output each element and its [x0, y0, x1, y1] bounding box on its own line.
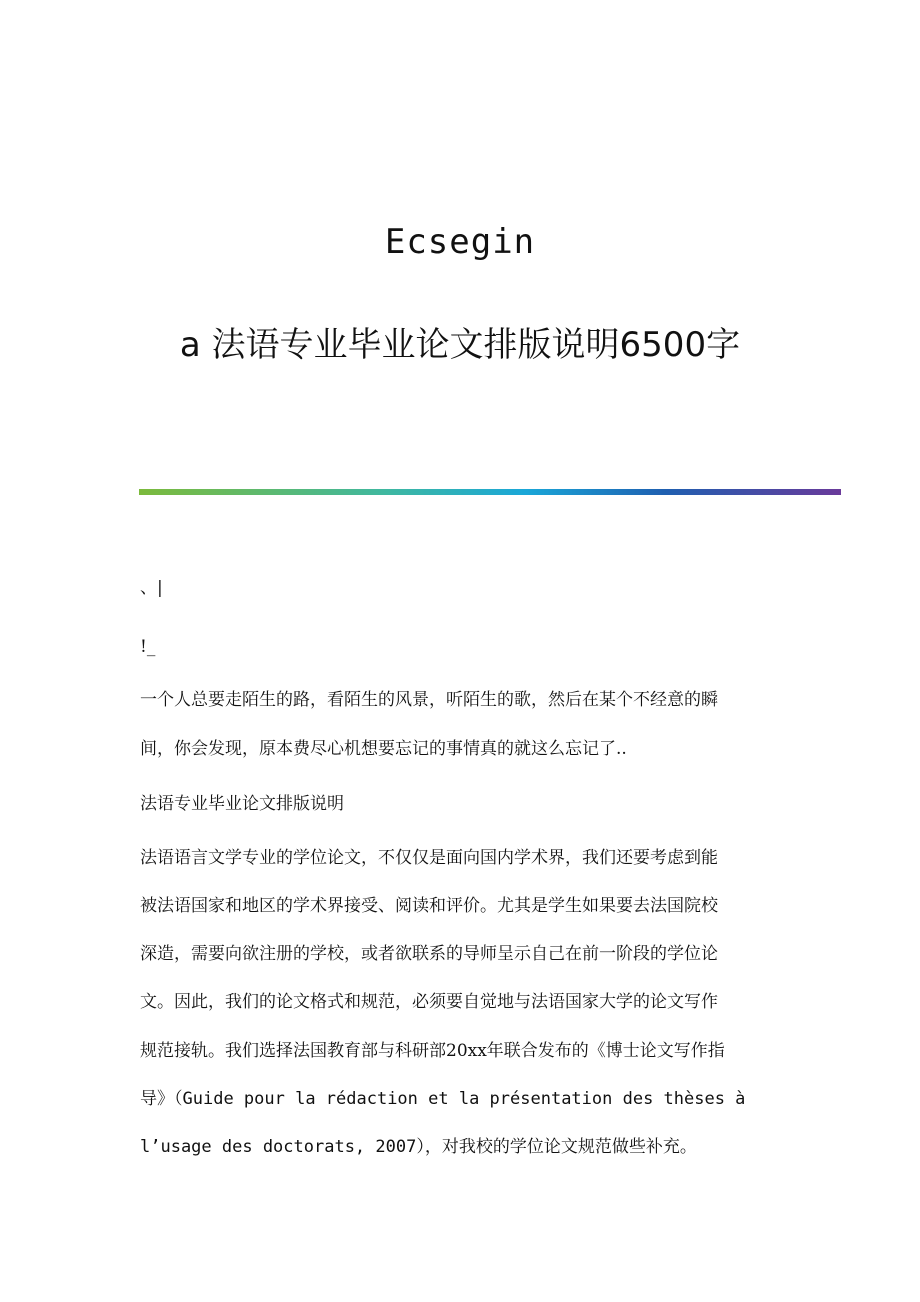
document-title-line-2: a 法语专业毕业论文排版说明6500字 [179, 325, 741, 365]
gradient-divider [139, 489, 841, 495]
paragraph-line-7: l’usage des doctorats, 2007），对我校的学位论文规范做些补充。 [140, 1137, 697, 1157]
paragraph-line-6: 导》（Guide pour la rédaction et la présentation des thèses à [140, 1089, 746, 1109]
section-heading: 法语专业毕业论文排版说明 [140, 794, 344, 814]
paragraph-line-5: 规范接轨。我们选择法国教育部与科研部20xx年联合发布的《博士论文写作指 [140, 1041, 725, 1061]
document-title-line-1: Ecsegin [384, 222, 536, 262]
intro-line-1: 一个人总要走陌生的路，看陌生的风景，听陌生的歌，然后在某个不经意的瞬 [140, 690, 718, 710]
paragraph-line-3: 深造，需要向欲注册的学校，或者欲联系的导师呈示自己在前一阶段的学位论 [140, 944, 718, 964]
intro-line-2: 间，你会发现，原本费尽心机想要忘记的事情真的就这么忘记了.. [140, 739, 627, 759]
paragraph-line-1: 法语语言文学专业的学位论文，不仅仅是面向国内学术界，我们还要考虑到能 [140, 848, 718, 868]
stray-mark-1: 、| [140, 578, 163, 598]
paragraph-line-4: 文。因此，我们的论文格式和规范，必须要自觉地与法语国家大学的论文写作 [140, 992, 718, 1012]
stray-mark-2: !_ [140, 637, 156, 657]
paragraph-line-2: 被法语国家和地区的学术界接受、阅读和评价。尤其是学生如果要去法国院校 [140, 896, 718, 916]
